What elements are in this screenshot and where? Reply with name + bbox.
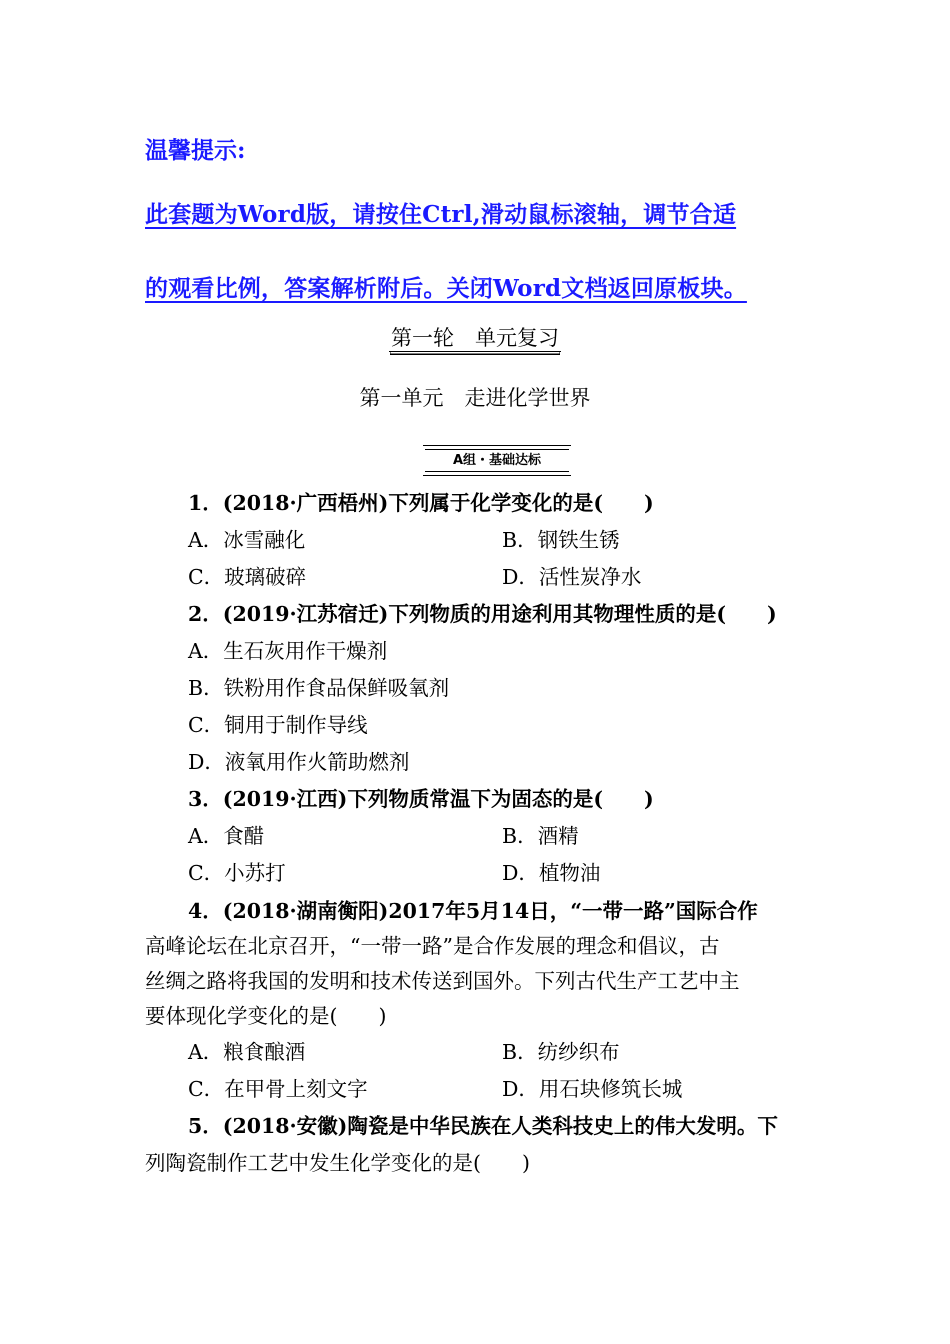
page-title: 第一轮 单元复习 <box>391 326 559 350</box>
question-4-stem-line-3: 丝绸之路将我国的发明和技术传送到国外。下列古代生产工艺中主 <box>145 969 740 993</box>
question-4-option-a: A．粮食酿酒 <box>188 1040 306 1064</box>
tip-line-1: 此套题为Word版，请按住Ctrl,滑动鼠标滚轴，调节合适 <box>145 201 737 228</box>
question-2-option-c: C．铜用于制作导线 <box>188 713 368 737</box>
question-4-option-d: D．用石块修筑长城 <box>502 1077 683 1101</box>
question-2-stem: 2．(2019·江苏宿迁)下列物质的用途利用其物理性质的是( ) <box>188 602 777 626</box>
question-4-stem-line-1: 4．(2018·湖南衡阳)2017年5月14日，“一带一路”国际合作 <box>188 899 758 923</box>
question-1-option-d: D．活性炭净水 <box>502 565 642 589</box>
question-3-option-d: D．植物油 <box>502 861 601 885</box>
question-2-option-d: D．液氧用作火箭助燃剂 <box>188 750 410 774</box>
question-4-stem-line-4: 要体现化学变化的是( ) <box>145 1004 387 1028</box>
unit-title: 第一单元 走进化学世界 <box>359 386 591 410</box>
question-3-option-b: B．酒精 <box>502 824 579 848</box>
question-4-option-b: B．纺纱织布 <box>502 1040 620 1064</box>
tip-line-2: 的观看比例，答案解析附后。关闭Word文档返回原板块。 <box>145 275 747 302</box>
question-1-option-c: C．玻璃破碎 <box>188 565 307 589</box>
question-4-stem-line-2: 高峰论坛在北京召开，“一带一路”是合作发展的理念和倡议，古 <box>145 934 720 958</box>
question-3-option-c: C．小苏打 <box>188 861 286 885</box>
question-4-option-c: C．在甲骨上刻文字 <box>188 1077 368 1101</box>
question-3-option-a: A．食醋 <box>188 824 265 848</box>
tip-heading: 温馨提示: <box>145 137 246 164</box>
question-2-option-b: B．铁粉用作食品保鲜吸氧剂 <box>188 676 450 700</box>
question-1-stem: 1．(2018·广西梧州)下列属于化学变化的是( ) <box>188 491 654 515</box>
question-1-option-a: A．冰雪融化 <box>188 528 306 552</box>
question-5-stem-line-1: 5．(2018·安徽)陶瓷是中华民族在人类科技史上的伟大发明。下 <box>188 1114 778 1138</box>
question-2-option-a: A．生石灰用作干燥剂 <box>188 639 388 663</box>
question-1-option-b: B．钢铁生锈 <box>502 528 620 552</box>
question-5-stem-line-2: 列陶瓷制作工艺中发生化学变化的是( ) <box>145 1151 530 1175</box>
question-3-stem: 3．(2019·江西)下列物质常温下为固态的是( ) <box>188 787 654 811</box>
group-badge: A组・基础达标 <box>425 449 569 472</box>
